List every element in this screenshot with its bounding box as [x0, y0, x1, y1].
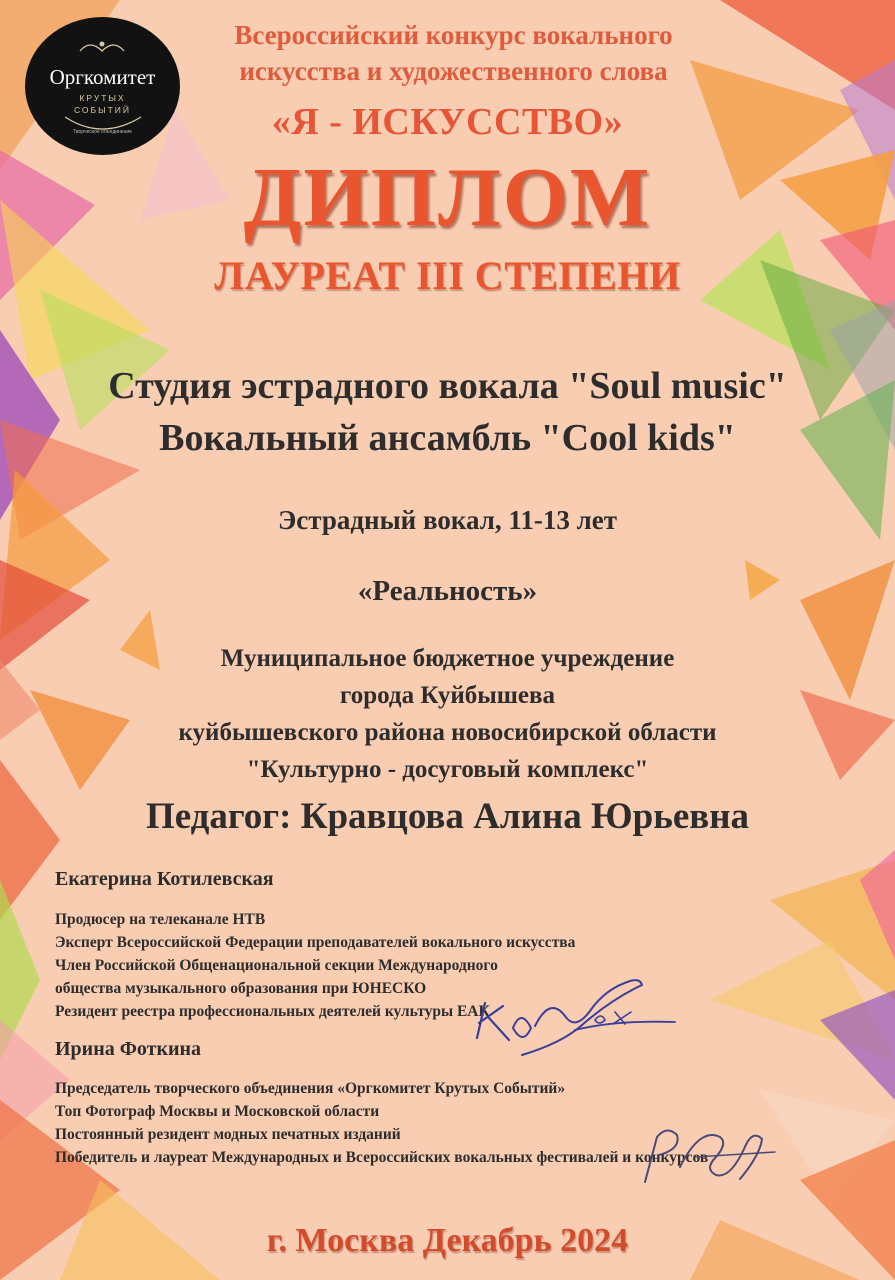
document-title: ДИПЛОМ	[243, 151, 652, 244]
jury-credential: Постоянный резидент модных печатных изданий	[55, 1126, 401, 1143]
organizer-line-1: Всероссийский конкурс вокального	[234, 20, 673, 50]
institution-line-3: куйбышевского района новосибирской области	[178, 719, 717, 746]
jury-credential: Член Российской Общенациональной секции Международного	[55, 957, 498, 974]
jury-member-name: Ирина Фоткина	[55, 1038, 202, 1060]
jury-member-name: Екатерина Котилевская	[55, 868, 274, 890]
place-and-date: г. Москва Декабрь 2024	[266, 1222, 629, 1259]
organizer-heading	[6, 17, 895, 89]
logo-tiny-text: Творческое объединение	[73, 129, 132, 135]
logo-main-text: Оргкомитет	[49, 65, 156, 89]
institution-line-1: Муниципальное бюджетное учреждение	[220, 645, 675, 672]
institution	[0, 640, 895, 788]
jury-credential: Топ Фотограф Москвы и Московской области	[55, 1103, 380, 1120]
signature-fotkina	[635, 1112, 785, 1192]
recipient-line-1: Студия эстрадного вокала "Soul music"	[108, 365, 787, 407]
jury-credential: Резидент реестра профессиональных деятелей культуры ЕАК	[55, 1003, 490, 1020]
logo-subtitle-line2: СОБЫТИЙ	[73, 105, 132, 115]
jury-credential: Эксперт Всероссийской Федерации преподавателей вокального искусства	[55, 934, 576, 951]
logo-subtitle-line1: КРУТЫХ	[79, 93, 126, 103]
nomination: Эстрадный вокал, 11-13 лет	[277, 505, 618, 535]
recipient	[0, 360, 895, 464]
institution-line-4: "Культурно - досуговый комплекс"	[246, 756, 649, 783]
jury-credential: общества музыкального образования при ЮНЕСКО	[55, 980, 427, 997]
jury-credential: Победитель и лауреат Международных и Всероссийских вокальных фестивалей и конкурсов	[55, 1149, 709, 1166]
institution-line-2: города Куйбышева	[340, 682, 555, 709]
recipient-line-2: Вокальный ансамбль "Cool kids"	[159, 417, 736, 459]
jury-credential: Председатель творческого объединения «Оргкомитет Крутых Событий»	[55, 1080, 566, 1097]
jury-credential: Продюсер на телеканале НТВ	[55, 911, 266, 928]
award-level: ЛАУРЕАТ III СТЕПЕНИ	[214, 253, 681, 298]
song-title: «Реальность»	[357, 575, 538, 607]
signature-kotilevskaya	[465, 968, 685, 1063]
contest-name: «Я - ИСКУССТВО»	[271, 101, 624, 143]
jury-member-credentials	[55, 1077, 708, 1169]
teacher: Педагог: Кравцова Алина Юрьевна	[145, 796, 750, 837]
organizer-line-2: искусства и художественного слова	[239, 56, 668, 86]
